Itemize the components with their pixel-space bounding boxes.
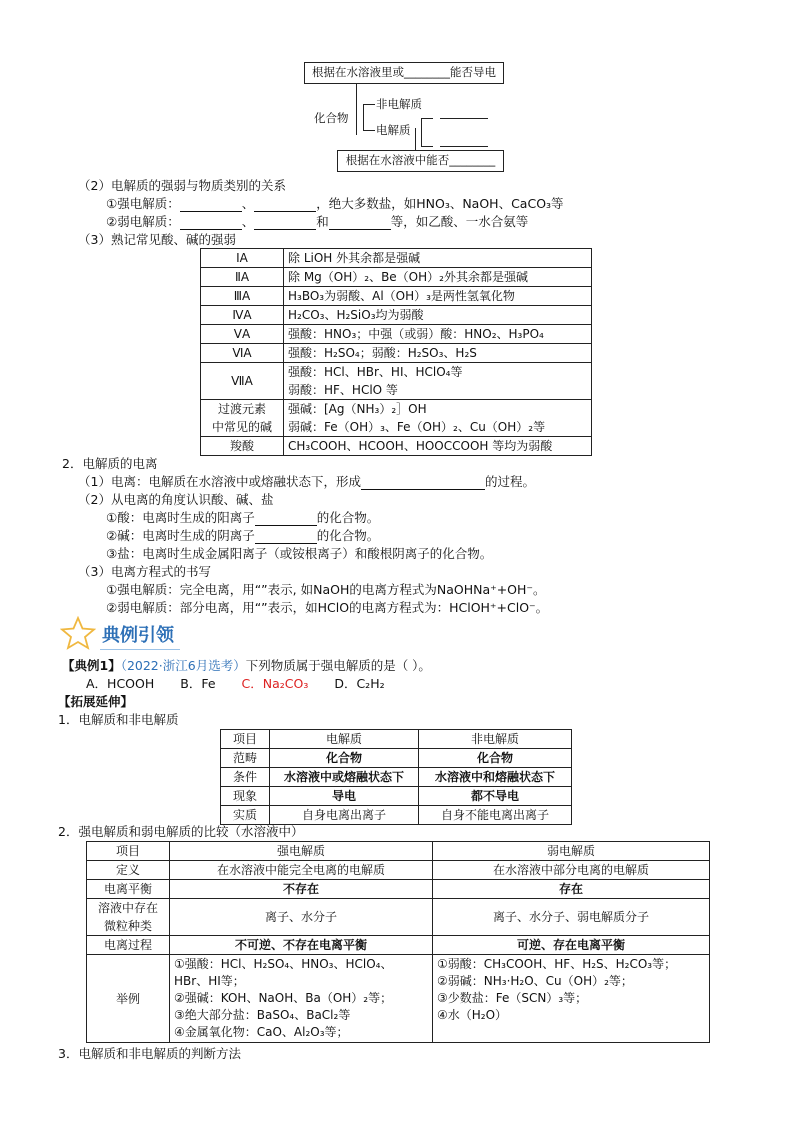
desc-line: 强酸：HCl、HBr、HI、HClO₄等 — [288, 365, 463, 379]
group-cell: ⅣA — [201, 306, 284, 325]
diagram-electrolyte: 电解质 — [376, 123, 411, 137]
strong-cell: 在水溶液中能完全电离的电解质 — [170, 861, 433, 880]
strong-suffix: ，绝大多数盐，如HNO₃、NaOH、CaCO₃等 — [316, 196, 564, 211]
sec2-salt: ③盐：电离时生成金属阳离子（或铵根离子）和酸根阴离子的化合物。 — [106, 546, 493, 561]
desc-cell: 强酸：H₂SO₄；弱酸：H₂SO₃、H₂S — [284, 344, 592, 363]
desc-cell — [284, 363, 592, 400]
example-source: （2022·浙江6月选考） — [120, 658, 246, 673]
diagram-compound-label: 化合物 — [314, 111, 349, 125]
option-b: B．Fe — [180, 676, 216, 691]
strong-weak-table — [86, 841, 710, 1043]
label-cell: 现象 — [221, 787, 270, 806]
weak-and: 和 — [316, 214, 329, 229]
desc-cell: 强酸：HNO₃；中强（或弱）酸：HNO₂、H₃PO₄ — [284, 325, 592, 344]
sec2-p1 — [78, 474, 535, 490]
star-icon — [60, 616, 96, 650]
label-cell: 电离过程 — [87, 936, 170, 955]
table-row — [201, 437, 592, 456]
example-line: ②弱碱：NH₃·H₂O、Cu（OH）₂等； — [437, 974, 633, 988]
example-line: ④金属氧化物：CaO、Al₂O₃等； — [174, 1025, 349, 1039]
value-cell: 化合物 — [270, 749, 419, 768]
weak-examples-cell — [433, 955, 710, 1043]
table-row — [87, 936, 710, 955]
example-underline — [100, 649, 180, 650]
diagram-connector — [356, 83, 357, 135]
label-cell: 条件 — [221, 768, 270, 787]
example-options — [86, 676, 385, 692]
value-cell: 自身不能电离出离子 — [419, 806, 572, 825]
value-cell: 水溶液中或熔融状态下 — [270, 768, 419, 787]
weak-mid: 、 — [241, 214, 255, 229]
blank — [180, 217, 242, 230]
weak-cell: 在水溶液中部分电离的电解质 — [433, 861, 710, 880]
header-cell: 强电解质 — [170, 842, 433, 861]
strong-mid: 、 — [241, 196, 255, 211]
example-question: 下列物质属于强电解质的是（ ）。 — [245, 658, 431, 673]
t3-title: 3．电解质和非电解质的判断方法 — [58, 1046, 241, 1061]
desc-line: 弱酸：HF、HClO 等 — [288, 383, 398, 397]
table-row — [201, 325, 592, 344]
sec2-p2: （2）从电离的角度认识酸、碱、盐 — [78, 492, 274, 507]
table-row — [87, 880, 710, 899]
table-row — [201, 306, 592, 325]
group-cell: ⅦA — [201, 363, 284, 400]
desc-cell: H₃BO₃为弱酸、Al（OH）₃是两性氢氧化物 — [284, 287, 592, 306]
weak-cell: 可逆、存在电离平衡 — [433, 936, 710, 955]
example-line: ③少数盐：Fe（SCN）₃等； — [437, 991, 588, 1005]
strong-examples-cell — [170, 955, 433, 1043]
option-d: D．C₂H₂ — [334, 676, 385, 691]
label-cell: 定义 — [87, 861, 170, 880]
blank — [329, 217, 391, 230]
group-line: 过渡元素 — [217, 402, 266, 416]
diagram-sub-bottom — [421, 146, 433, 147]
diagram-non-electrolyte: 非电解质 — [376, 97, 422, 111]
example-line: ④水（H₂O） — [437, 1008, 508, 1022]
table-row — [87, 861, 710, 880]
blank — [255, 513, 317, 526]
label-line: 微粒种类 — [103, 919, 152, 933]
diagram-sub-branch — [421, 118, 422, 146]
table-row — [201, 344, 592, 363]
label-cell: 电离平衡 — [87, 880, 170, 899]
strong-cell: 离子、水分子 — [170, 899, 433, 936]
header-cell: 非电解质 — [419, 730, 572, 749]
sec1-3-title: （3）熟记常见酸、碱的强弱 — [78, 232, 236, 247]
table-row — [201, 249, 592, 268]
table-row — [201, 363, 592, 400]
table-row — [221, 806, 572, 825]
desc-line: 强碱：[Ag（NH₃）₂］OH — [288, 402, 427, 416]
value-cell: 都不导电 — [419, 787, 572, 806]
diagram-top-box — [304, 62, 504, 84]
t1-title: 1．电解质和非电解质 — [58, 712, 179, 727]
desc-cell: H₂CO₃、H₂SiO₃均为弱酸 — [284, 306, 592, 325]
value-cell: 自身电离出离子 — [270, 806, 419, 825]
weak-prefix: ②弱电解质： — [106, 214, 180, 229]
group-cell: ⅢA — [201, 287, 284, 306]
desc-cell: 除 Mg（OH）₂、Be（OH）₂外其余都是强碱 — [284, 268, 592, 287]
example-heading: 典例引领 — [102, 625, 174, 646]
value-cell: 导电 — [270, 787, 419, 806]
extension-heading: 【拓展延伸】 — [58, 694, 134, 709]
desc-cell: CH₃COOH、HCOOH、HOOCCOOH 等均为弱酸 — [284, 437, 592, 456]
table-row — [201, 287, 592, 306]
header-cell: 项目 — [87, 842, 170, 861]
option-c: C．Na₂CO₃ — [241, 676, 309, 691]
group-cell: ⅥA — [201, 344, 284, 363]
acid-base-table — [200, 248, 592, 456]
label-line: 溶液中存在 — [97, 901, 158, 915]
label-cell: 范畴 — [221, 749, 270, 768]
electrolyte-table — [220, 729, 572, 825]
diagram-branch — [363, 104, 364, 131]
sec1-2-title: （2）电解质的强弱与物质类别的关系 — [78, 178, 286, 193]
sec2-acid — [106, 510, 379, 526]
strong-cell: 不可逆、不存在电离平衡 — [170, 936, 433, 955]
example-line: ③绝大部分盐：BaSO₄、BaCl₂等 — [174, 1008, 351, 1022]
table-row — [221, 787, 572, 806]
acid-prefix: ①酸：电离时生成的阳离子 — [106, 510, 255, 525]
sec2-weak-eq: ②弱电解质：部分电离，用“”表示，如HClO的电离方程式为：HClOH⁺+ClO⁻。 — [106, 600, 549, 615]
diagram-up-arrow — [415, 128, 416, 150]
group-cell — [201, 400, 284, 437]
value-cell: 化合物 — [419, 749, 572, 768]
header-cell: 电解质 — [270, 730, 419, 749]
blank — [255, 531, 317, 544]
acid-suffix: 的化合物。 — [316, 510, 380, 525]
label-cell: 实质 — [221, 806, 270, 825]
diagram-branch-top — [363, 104, 375, 105]
header-cell: 项目 — [221, 730, 270, 749]
sec1-2-weak-line — [106, 214, 528, 230]
p1-prefix: （1）电离：电解质在水溶液中或熔融状态下，形成 — [78, 474, 361, 489]
diagram-branch-bottom — [363, 130, 375, 131]
label-cell: 举例 — [87, 955, 170, 1043]
sec2-base — [106, 528, 379, 544]
strong-prefix: ①强电解质： — [106, 196, 180, 211]
desc-cell — [284, 400, 592, 437]
diagram-sub-top — [421, 118, 433, 119]
sec2-p3: （3）电离方程式的书写 — [78, 564, 211, 579]
table-row — [221, 768, 572, 787]
weak-cell: 离子、水分子、弱电解质分子 — [433, 899, 710, 936]
p1-suffix: 的过程。 — [484, 474, 535, 489]
group-line: 中常见的碱 — [211, 420, 272, 434]
diagram-bottom-box — [337, 150, 504, 172]
group-cell: ⅤA — [201, 325, 284, 344]
weak-suffix: 等，如乙酸、一水合氨等 — [390, 214, 529, 229]
label-cell — [87, 899, 170, 936]
example-label: 【典例1】 — [62, 658, 121, 673]
example-question-line — [62, 658, 431, 674]
blank — [254, 217, 316, 230]
sec2-strong-eq: ①强电解质：完全电离，用“”表示, 如NaOH的电离方程式为NaOHNa⁺+OH⁻。 — [106, 582, 546, 597]
sec2-title: 2．电解质的电离 — [62, 456, 158, 471]
group-cell: ⅠA — [201, 249, 284, 268]
table-row — [201, 400, 592, 437]
diagram-bottom-text: 根据在水溶液中能否________ — [345, 153, 496, 167]
desc-cell: 除 LiOH 外其余都是强碱 — [284, 249, 592, 268]
t2-title: 2．强电解质和弱电解质的比较（水溶液中） — [58, 824, 304, 839]
blank — [361, 477, 485, 490]
base-suffix: 的化合物。 — [316, 528, 380, 543]
table-header-row — [87, 842, 710, 861]
blank — [254, 199, 316, 212]
base-prefix: ②碱：电离时生成的阴离子 — [106, 528, 255, 543]
diagram-top-text: 根据在水溶液里或________能否导电 — [312, 65, 496, 79]
example-line: ②强碱：KOH、NaOH、Ba（OH）₂等； — [174, 991, 393, 1005]
desc-line: 弱碱：Fe（OH）₃、Fe（OH）₂、Cu（OH）₂等 — [288, 420, 546, 434]
blank — [180, 199, 242, 212]
group-cell: ⅡA — [201, 268, 284, 287]
table-header-row — [221, 730, 572, 749]
table-row — [221, 749, 572, 768]
example-line: ①弱酸：CH₃COOH、HF、H₂S、H₂CO₃等； — [437, 957, 677, 971]
table-row — [87, 955, 710, 1043]
table-row — [201, 268, 592, 287]
diagram-answer-blank-1 — [440, 118, 488, 119]
sec1-2-strong-line — [106, 196, 564, 212]
strong-cell: 不存在 — [170, 880, 433, 899]
value-cell: 水溶液中和熔融状态下 — [419, 768, 572, 787]
diagram-answer-blank-2 — [440, 146, 488, 147]
option-a: A．HCOOH — [86, 676, 155, 691]
weak-cell: 存在 — [433, 880, 710, 899]
table-row — [87, 899, 710, 936]
header-cell: 弱电解质 — [433, 842, 710, 861]
example-line: HBr、HI等； — [174, 974, 245, 988]
group-cell: 羧酸 — [201, 437, 284, 456]
example-line: ①强酸：HCl、H₂SO₄、HNO₃、HClO₄、 — [174, 957, 393, 971]
